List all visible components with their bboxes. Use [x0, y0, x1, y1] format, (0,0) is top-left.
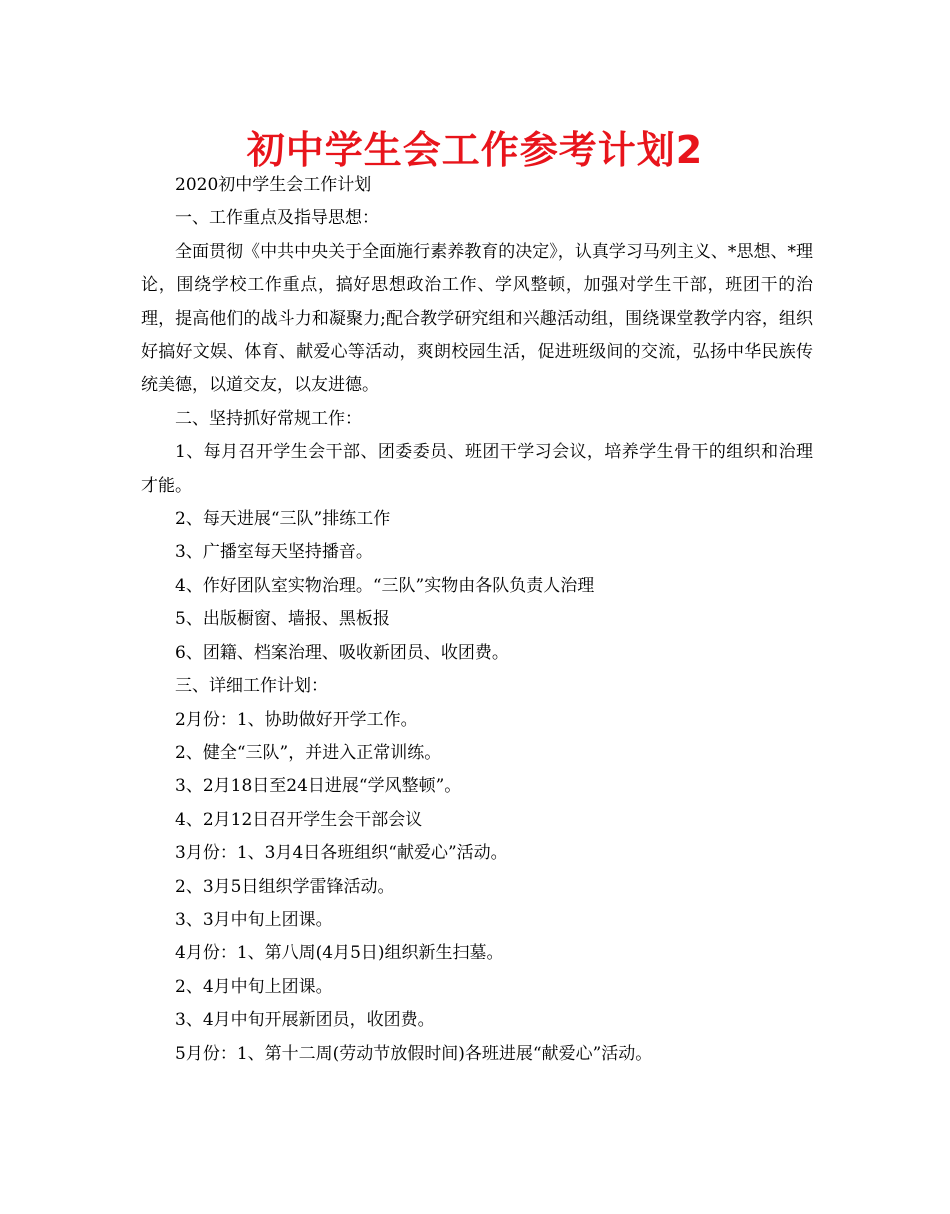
list-item: 2、3月5日组织学雷锋活动。 [175, 876, 395, 897]
list-item: 3、4月中旬开展新团员，收团费。 [175, 1010, 435, 1031]
list-item: 5、出版橱窗、墙报、黑板报 [175, 609, 390, 630]
section-heading: 三、详细工作计划： [175, 676, 328, 697]
list-item: 2、4月中旬上团课。 [175, 976, 333, 997]
list-item: 4、2月12日召开学生会干部会议 [175, 809, 423, 830]
list-item: 2、每天进展“三队”排练工作 [175, 509, 391, 530]
document-title: 初中学生会工作参考计划2 [246, 128, 704, 172]
paragraph: 2020初中学生会工作计划 [175, 175, 372, 195]
list-item: 5月份：1、第十二周(劳动节放假时间)各班进展“献爱心”活动。 [175, 1043, 653, 1064]
document-body [141, 169, 813, 1071]
list-item: 1、每月召开学生会干部、团委委员、班团干学习会议，培养学生骨干的组织和治理才能。 [141, 442, 813, 496]
list-item: 4月份：1、第八周(4月5日)组织新生扫墓。 [175, 943, 504, 964]
list-item: 3、广播室每天坚持播音。 [175, 542, 373, 563]
list-item: 3月份：1、3月4日各班组织“献爱心”活动。 [175, 843, 508, 864]
paragraph: 全面贯彻《中共中央关于全面施行素养教育的决定》，认真学习马列主义、*思想、*理论，围绕学校工作重点，搞好思想政治工作、学风整顿，加强对学生干部，班团干的治理，提高他们的战斗力和凝聚力;配合教学研究组和兴趣活动组，围绕课堂教学内容，组织好搞好文娱、体育、献爱心等活动，爽朗校园生活，促进班级间的交流，弘扬中华民族传统美德，以道交友，以友进德。 [141, 241, 813, 396]
list-item: 6、团籍、档案治理、吸收新团员、收团费。 [175, 642, 509, 663]
section-heading: 一、工作重点及指导思想： [175, 208, 379, 229]
list-item: 4、作好团队室实物治理。“三队”实物由各队负责人治理 [175, 575, 595, 596]
list-item: 2月份：1、协助做好开学工作。 [175, 709, 418, 730]
list-item: 3、3月中旬上团课。 [175, 909, 333, 930]
list-item: 2、健全“三队”，并进入正常训练。 [175, 742, 442, 763]
list-item: 3、2月18日至24日进展“学风整顿”。 [175, 776, 462, 797]
section-heading: 二、坚持抓好常规工作： [175, 408, 362, 429]
